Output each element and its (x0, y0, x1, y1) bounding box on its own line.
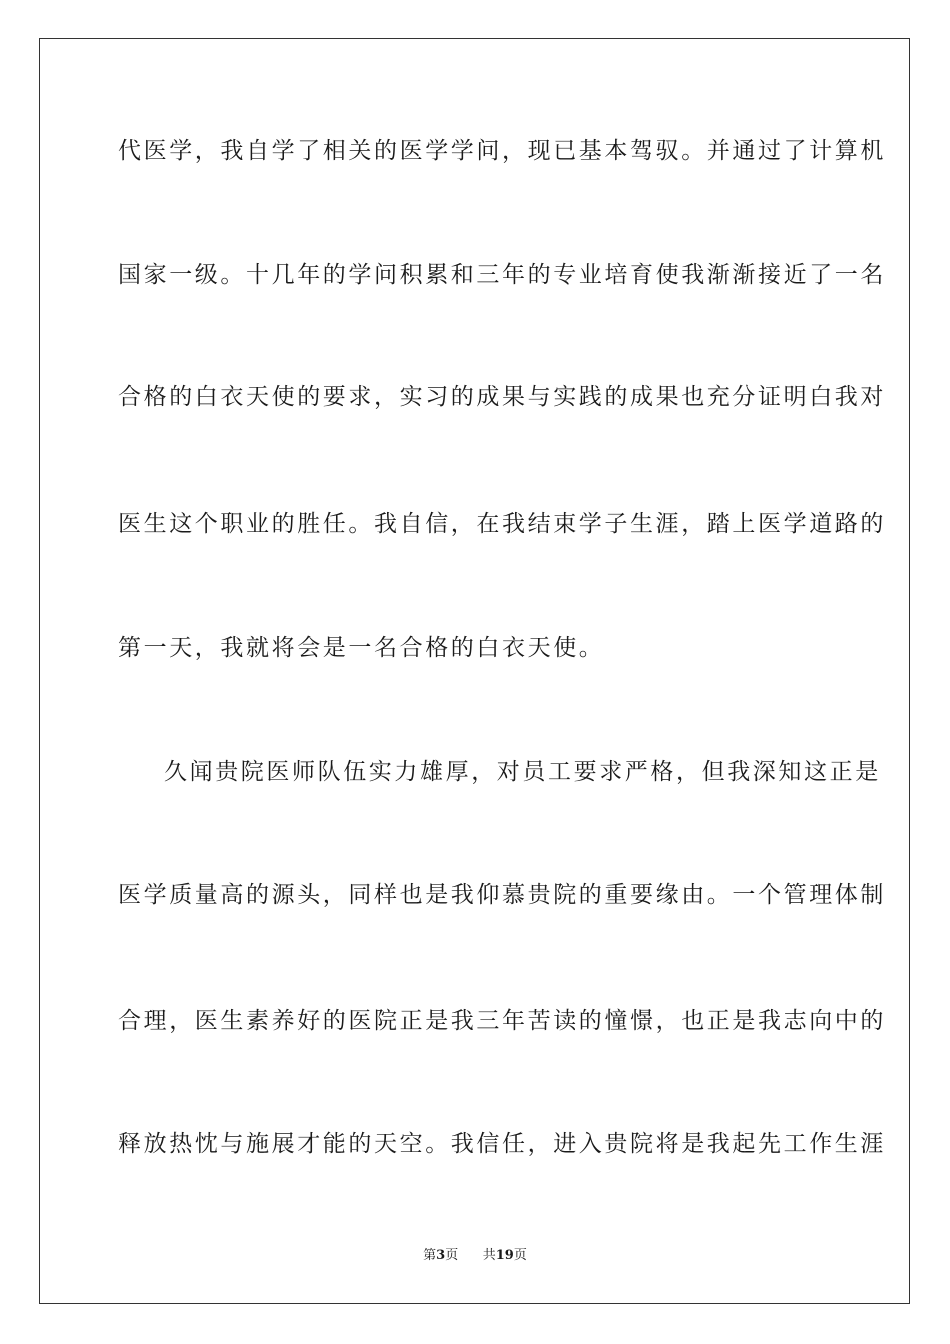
footer-page-number: 3 (436, 1248, 446, 1263)
text-line-7: 医学质量高的源头，同样也是我仰慕贵院的重要缘由。一个管理体制 (118, 882, 886, 908)
text-line-2: 国家一级。十几年的学问积累和三年的专业培育使我渐渐接近了一名 (118, 262, 886, 288)
text-line-1: 代医学，我自学了相关的医学学问，现已基本驾驭。并通过了计算机 (118, 138, 886, 164)
footer-page-suffix: 页 (445, 1248, 459, 1263)
text-line-6-indented: 久闻贵院医师队伍实力雄厚，对员工要求严格，但我深知这正是 (164, 759, 881, 785)
page-footer (0, 1246, 950, 1266)
footer-total-suffix: 页 (513, 1248, 527, 1263)
text-line-5: 第一天，我就将会是一名合格的白衣天使。 (118, 635, 605, 661)
text-line-3: 合格的白衣天使的要求，实习的成果与实践的成果也充分证明白我对 (118, 384, 886, 410)
footer-total-pages: 19 (495, 1248, 514, 1263)
text-line-4: 医生这个职业的胜任。我自信，在我结束学子生涯，踏上医学道路的 (118, 511, 886, 537)
text-line-8: 合理，医生素养好的医院正是我三年苦读的憧憬，也正是我志向中的 (118, 1008, 886, 1034)
footer-page-prefix: 第 (423, 1248, 437, 1263)
footer-total-prefix: 共 (482, 1248, 496, 1263)
page-border (39, 38, 910, 1304)
text-line-9: 释放热忱与施展才能的天空。我信任，进入贵院将是我起先工作生涯 (118, 1131, 886, 1157)
